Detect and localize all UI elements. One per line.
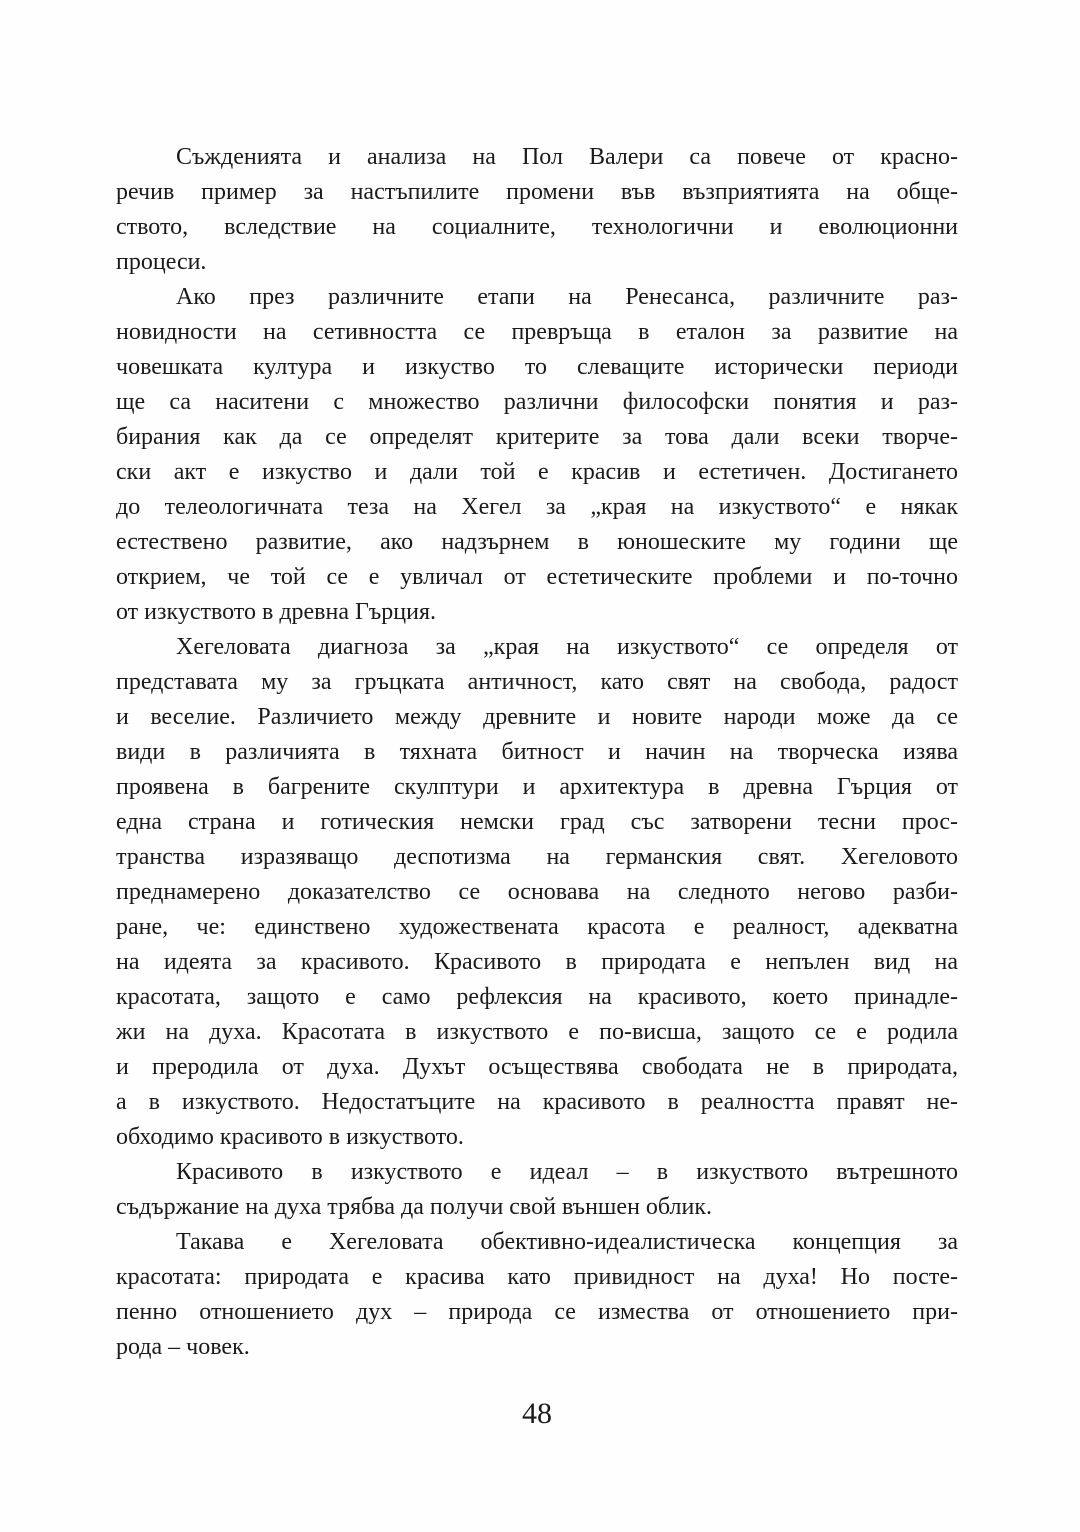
- text-line: новидности на сетивността се превръща в еталон за развитие на: [116, 319, 958, 345]
- text-line: и преродила от духа. Духът осъществява свободата не в природата,: [116, 1054, 958, 1080]
- page-number: 48: [522, 1397, 552, 1430]
- text-line: рода – човек.: [116, 1334, 250, 1360]
- text-line: проявена в багрените скулптури и архитектура в древна Гърция от: [116, 774, 958, 800]
- text-line: естествено развитие, ако надзърнем в юношеските му години ще: [116, 529, 958, 555]
- text-line: Съжденията и анализа на Пол Валери са повече от красно-: [176, 144, 958, 170]
- text-line: представата му за гръцката античност, като свят на свобода, радост: [116, 669, 958, 695]
- text-line: Хегеловата диагноза за „края на изкуството“ се определя от: [176, 634, 958, 660]
- text-line: красотата, защото е само рефлексия на красивото, което принадле-: [116, 984, 958, 1010]
- text-line: транства изразяващо деспотизма на германския свят. Хегеловото: [116, 844, 958, 870]
- text-line: процеси.: [116, 249, 207, 275]
- paragraph: [116, 140, 958, 280]
- text-line: жи на духа. Красотата в изкуството е по-висша, защото се е родила: [116, 1019, 958, 1045]
- text-line: а в изкуството. Недостатъците на красивото в реалността правят не-: [116, 1089, 958, 1115]
- text-line: Ако през различните етапи на Ренесанса, различните раз-: [176, 284, 958, 310]
- text-line: Такава е Хегеловата обективно-идеалистическа концепция за: [176, 1229, 958, 1255]
- text-line: види в различията в тяхната битност и начин на творческа изява: [116, 739, 958, 765]
- paragraph: [116, 630, 958, 1155]
- text-line: от изкуството в древна Гърция.: [116, 599, 437, 625]
- text-line: бирания как да се определят критерите за това дали всеки творче-: [116, 424, 958, 450]
- text-line: ството, вследствие на социалните, технологични и еволюционни: [116, 214, 958, 240]
- text-line: пенно отношението дух – природа се измества от отношението при-: [116, 1299, 958, 1325]
- text-line: ще са наситени с множество различни философски понятия и раз-: [116, 389, 958, 415]
- text-line: речив пример за настъпилите промени във възприятията на обще-: [116, 179, 958, 205]
- text-block: [116, 140, 958, 1365]
- text-line: ране, че: единствено художествената красота е реалност, адекватна: [116, 914, 958, 940]
- text-line: красотата: природата е красива като привидност на духа! Но посте-: [116, 1264, 958, 1290]
- text-line: преднамерено доказателство се основава на следното негово разби-: [116, 879, 958, 905]
- paragraph: [116, 1155, 958, 1225]
- text-line: на идеята за красивото. Красивото в природата е непълен вид на: [116, 949, 958, 975]
- text-line: и веселие. Различието между древните и новите народи може да се: [116, 704, 958, 730]
- text-line: обходимо красивото в изкуството.: [116, 1124, 464, 1150]
- text-line: Красивото в изкуството е идеал – в изкуството вътрешното: [176, 1159, 958, 1185]
- text-line: една страна и готическия немски град със затворени тесни прос-: [116, 809, 958, 835]
- paragraph: [116, 280, 958, 630]
- text-line: съдържание на духа трябва да получи свой външен облик.: [116, 1194, 713, 1220]
- text-line: до телеологичната теза на Хегел за „края на изкуството“ е някак: [116, 494, 958, 520]
- text-line: открием, че той се е увличал от естетическите проблеми и по-точно: [116, 564, 958, 590]
- text-line: ски акт е изкуство и дали той е красив и естетичен. Достигането: [116, 459, 958, 485]
- text-line: човешката култура и изкуство то слеващите исторически периоди: [116, 354, 958, 380]
- paragraph: [116, 1225, 958, 1365]
